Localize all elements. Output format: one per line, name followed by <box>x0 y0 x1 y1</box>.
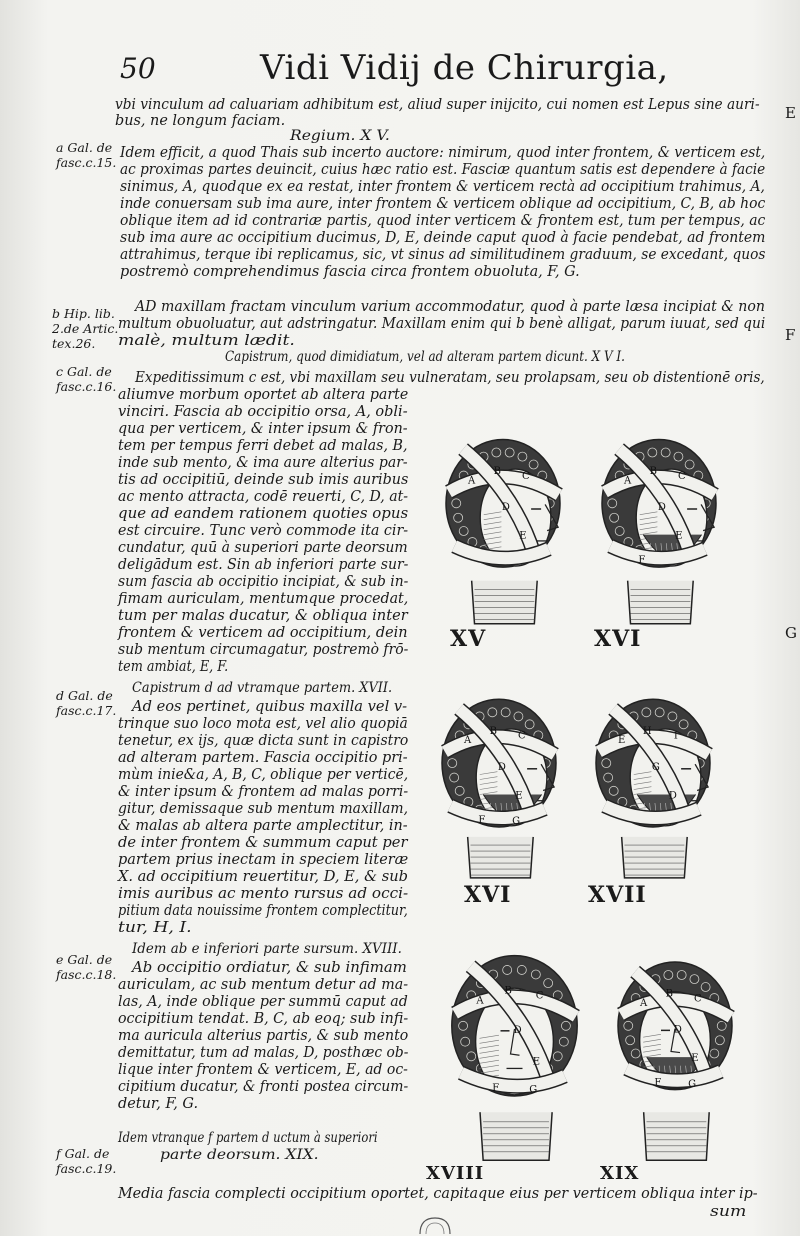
bandaged-head-illustration <box>424 677 574 882</box>
edge-letter-f: F <box>785 326 796 344</box>
text-line: Media fascia complecti occipitium oportet, capitaque eius per verticem obliqua inter ip- <box>118 1184 758 1202</box>
band-letter: C <box>677 470 686 482</box>
band-letter: D <box>501 502 510 514</box>
band-letter: C <box>521 470 530 482</box>
text-line: inde sub mento, & ima aure alterius par- <box>118 453 408 471</box>
text-line: las, A, inde oblique per summū caput ad <box>118 992 408 1010</box>
text-line: frontem & verticem ad occipitium, dein <box>118 623 408 641</box>
running-title: Vidi Vidij de Chirurgia, <box>260 48 669 88</box>
text-line: tum per malas ducatur, & obliqua inter <box>118 606 408 624</box>
text-line: & inter ipsum & frontem ad malas porri- <box>118 782 409 800</box>
bandaged-head-illustration <box>432 925 597 1165</box>
text-line: detur, F, G. <box>118 1094 199 1112</box>
text-line: est circuire. Tunc verò commode ita cir- <box>118 521 409 539</box>
band-letter: G <box>529 1084 538 1096</box>
text-line: ma auricula alterius partis, & sub mento <box>118 1026 409 1044</box>
page-number: 50 <box>120 52 156 85</box>
text-line: tenetur, ex ijs, quæ dicta sunt in capistro <box>118 731 409 749</box>
page-header <box>120 48 740 88</box>
section-heading: Capistrum d ad vtramque partem. XVII. <box>132 680 393 696</box>
text-line: qua per verticem, & inter ipsum & fron- <box>118 419 408 437</box>
figure-label: XV <box>450 626 487 652</box>
text-line: vinciri. Fascia ab occipitio orsa, A, obli- <box>118 402 408 420</box>
band-letter: E <box>691 1053 699 1065</box>
text-line: cundatur, quū à superiori parte deorsum <box>118 538 408 556</box>
band-letter: D <box>668 790 677 802</box>
band-letter: A <box>476 995 484 1007</box>
text-line: Ad eos pertinet, quibus maxilla vel v- <box>132 697 408 715</box>
text-line: X. ad occipitium reuertitur, D, E, & sub <box>118 867 408 885</box>
text-line: que ad eandem rationem quoties opus <box>118 504 409 522</box>
margin-note-f: f Gal. de fasc.c.19. <box>56 1146 117 1176</box>
text-line: tem ambiat, E, F. <box>118 657 229 675</box>
figure-label: XVI <box>464 882 512 908</box>
library-stamp <box>418 1216 452 1234</box>
text-line: vbi vinculum ad caluariam adhibitum est, aliud super inijcito, cui nomen est Lepus sine auri- <box>115 95 760 113</box>
text-line: Ab occipitio ordiatur, & sub infimam <box>132 958 407 976</box>
margin-note-b: b Hip. lib. 2.de Artic. tex.26. <box>52 306 119 351</box>
text-line: & malas ab altera parte amplectitur, in- <box>118 816 408 834</box>
band-letter: A <box>468 475 476 487</box>
bandaged-head-illustration <box>600 925 750 1165</box>
band-letter: G <box>688 1078 697 1090</box>
text-line: AD maxillam fractam vinculum varium accommodatur, quod à parte læsa incipiat & non <box>135 297 765 315</box>
band-letter: B <box>504 985 512 997</box>
band-letter: A <box>640 997 648 1009</box>
figure-xvii <box>578 677 728 908</box>
band-letter: C <box>535 990 544 1002</box>
margin-note-c: c Gal. de fasc.c.16. <box>56 364 117 394</box>
edge-letter-g: G <box>785 624 797 642</box>
text-line: partem prius inectam in speciem literæ <box>118 850 409 868</box>
bandaged-head-illustration <box>428 413 578 628</box>
text-line: oblique item ad id contrariæ partis, quod inter verticem & frontem est, tum per tempus, ac <box>120 211 766 229</box>
text-line: trinque suo loco mota est, vel alio quopiā <box>118 714 408 732</box>
band-letter: E <box>519 530 527 542</box>
band-letter: B <box>489 726 497 738</box>
edge-letter-e: E <box>785 104 796 122</box>
margin-note-d: d Gal. de fasc.c.17. <box>56 688 117 718</box>
text-line: ad alteram partem. Fascia occipitio pri- <box>118 748 408 766</box>
text-line: ac mento attracta, codē reuerti, C, D, at- <box>118 487 409 505</box>
text-line: cipitium ducatur, & fronti postea circum- <box>118 1077 409 1095</box>
figure-label: XVII <box>588 882 647 908</box>
band-letter: E <box>515 790 523 802</box>
band-letter: F <box>638 555 646 567</box>
text-line: Idem efficit, a quod Thais sub incerto auctore: nimirum, quod inter frontem, & verticem est, <box>120 143 766 161</box>
text-line: multum obuoluatur, aut adstringatur. Maxillam enim qui b benè alligat, parum iuuat, sed qui <box>118 314 766 332</box>
figure-label: XIX <box>600 1163 640 1184</box>
text-line: malè, multum lædit. <box>118 331 295 349</box>
band-letter: E <box>532 1056 541 1068</box>
band-letter: A <box>624 475 632 487</box>
text-line: tis ad occipitiū, deinde sub imis auribus <box>118 470 409 488</box>
text-line: Expeditissimum c est, vbi maxillam seu vulneratam, seu prolapsam, seu ob distentionē oris, <box>135 368 765 386</box>
band-letter: B <box>665 988 673 1000</box>
text-line: inde conuersam sub ima aure, inter frontem & verticem oblique ad occipitium, C, B, ab hoc <box>120 194 766 212</box>
margin-note-a: a Gal. de fasc.c.15. <box>56 140 117 170</box>
text-line: mùm inie&a, A, B, C, oblique per verticē, <box>118 765 409 783</box>
band-letter: G <box>512 816 521 828</box>
text-line: ac proximas partes deuincit, cuius hæc ratio est. Fasciæ quantum satis est dependere à facie <box>120 160 766 178</box>
text-line: auriculam, ac sub mentum detur ad ma- <box>118 975 409 993</box>
band-letter: F <box>492 1083 500 1095</box>
text-line: gitur, demissaque sub mentum maxillam, <box>118 799 409 817</box>
text-line: pitium data nouissime frontem complectitur, <box>118 901 408 919</box>
text-line: de inter frontem & summum caput per <box>118 833 408 851</box>
band-letter: D <box>657 502 666 514</box>
text-line: bus, ne longum faciam. <box>115 111 286 129</box>
figures-plate <box>418 405 750 1200</box>
section-heading: Regium. X V. <box>290 128 390 144</box>
text-line: sub ima aure ac occipitium ducimus, D, E, deinde caput quod à facie pendebat, ad frontem <box>120 228 766 246</box>
band-letter: I <box>673 730 678 742</box>
text-line: tem per tempus ferri debet ad malas, B, <box>118 436 408 454</box>
text-line: aliumve morbum oportet ab altera parte <box>118 385 409 403</box>
band-letter: E <box>617 735 626 747</box>
text-line: tur, H, I. <box>118 918 192 936</box>
margin-note-e: e Gal. de fasc.c.18. <box>56 952 117 982</box>
band-letter: B <box>649 466 657 478</box>
band-letter: F <box>654 1077 662 1089</box>
figure-xvi <box>584 413 734 652</box>
text-line: occipitium tendat. B, C, ab eoq; sub infi- <box>118 1009 409 1027</box>
text-line: attrahimus, terque ibi replicamus, sic, vt sinus ad similitudinem graduum, se excedant, quos <box>120 245 766 263</box>
text-line: lique inter frontem & verticem, E, ad oc- <box>118 1060 408 1078</box>
figure-label: XVI <box>594 626 642 652</box>
text-line: sum fascia ab occipitio incipiat, & sub in- <box>118 572 409 590</box>
figure-xviii <box>426 925 597 1184</box>
text-line: sinimus, A, quodque ex ea restat, inter frontem & verticem rectà ad occipitium trahimus, A, <box>120 177 765 195</box>
band-letter: G <box>651 761 660 773</box>
bandaged-head-illustration <box>578 677 728 882</box>
band-letter: C <box>693 993 702 1005</box>
section-heading: Idem ab e inferiori parte sursum. XVIII. <box>132 941 402 957</box>
section-heading: parte deorsum. XIX. <box>160 1147 319 1163</box>
band-letter: H <box>642 726 652 738</box>
text-line: fimam auriculam, mentumque procedat, <box>118 589 409 607</box>
text-line: postremò comprehendimus fascia circa frontem obuoluta, F, G. <box>120 262 580 280</box>
text-line: demittatur, tum ad malas, D, posthæc ob- <box>118 1043 409 1061</box>
band-letter: A <box>464 735 472 747</box>
bandaged-head-illustration <box>584 413 734 628</box>
band-letter: D <box>497 761 506 773</box>
text-line: imis auribus ac mento rursus ad occi- <box>118 884 409 902</box>
text-line: deligādum est. Sin ab inferiori parte sur- <box>118 555 409 573</box>
figure-label: XVIII <box>426 1163 485 1184</box>
band-letter: D <box>673 1024 682 1036</box>
section-heading: Idem vtranque f partem d uctum à superiori <box>118 1130 378 1146</box>
text-line: sub mentum circumagatur, postremò frō- <box>118 640 409 658</box>
figure-xv <box>428 413 578 652</box>
section-heading: Capistrum, quod dimidiatum, vel ad alteram partem dicunt. X V I. <box>225 349 625 365</box>
band-letter: C <box>517 730 526 742</box>
text-line: sum <box>710 1202 747 1220</box>
band-letter: B <box>493 466 501 478</box>
band-letter: F <box>478 814 486 826</box>
band-letter: E <box>675 530 683 542</box>
band-letter: D <box>513 1024 522 1036</box>
figure-xix <box>600 925 750 1184</box>
figure-xvi-b <box>424 677 574 908</box>
